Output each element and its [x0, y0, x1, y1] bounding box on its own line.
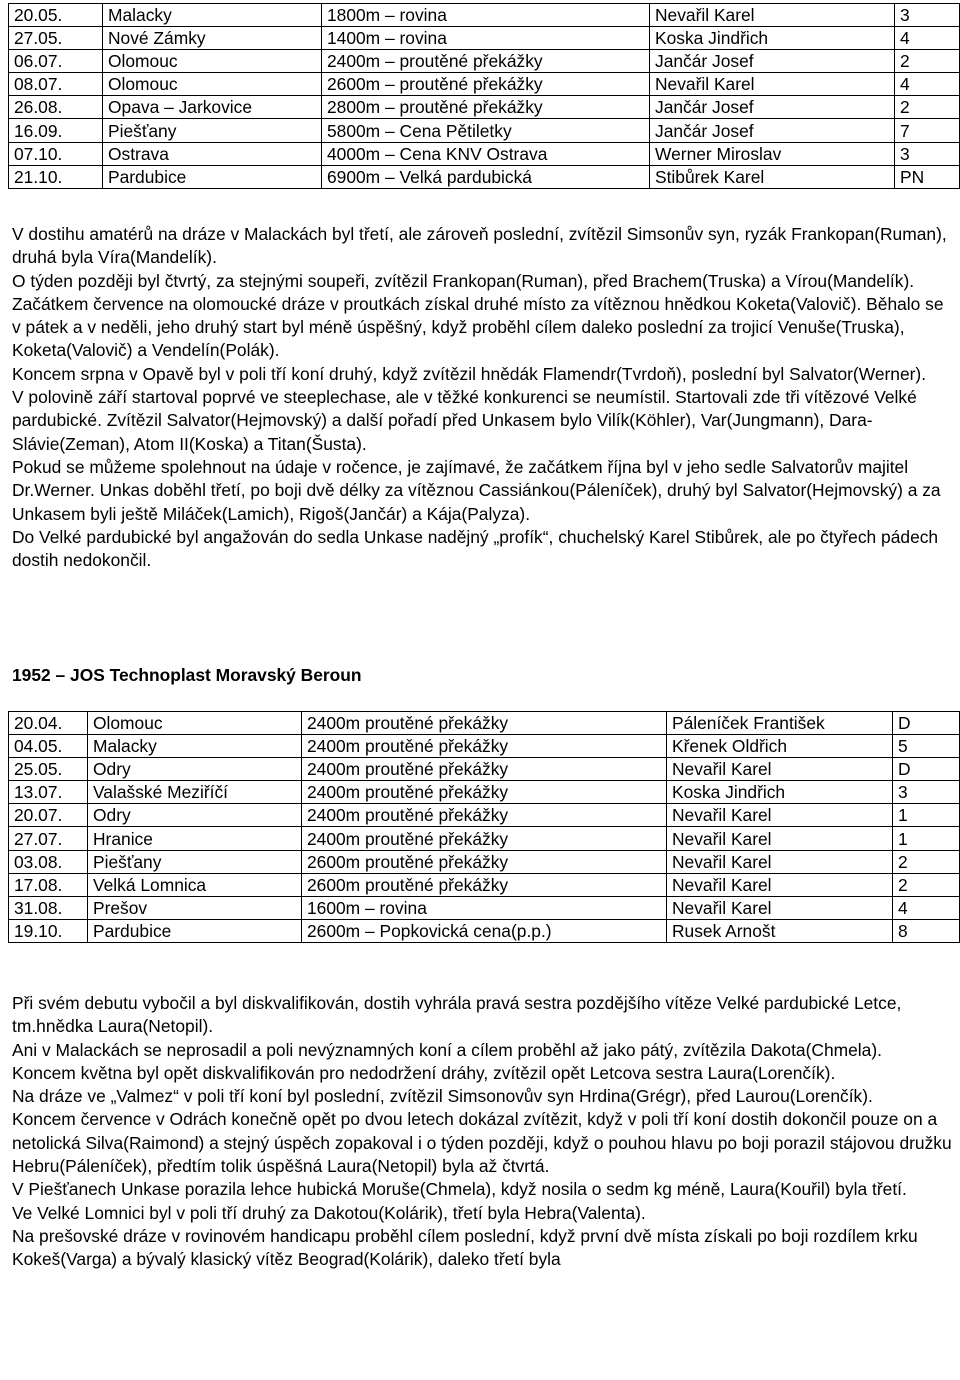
race-cell: 2600m proutěné překážky	[302, 873, 667, 896]
paragraph: Na dráze ve „Valmez“ v poli tří koní byl poslední, zvítězil Simsonovův syn Hrdina(Grégr), před Laurou(Lorenčík).	[12, 1086, 873, 1107]
race-cell: 2600m – proutěné překážky	[322, 73, 650, 96]
table-row	[9, 896, 960, 919]
jockey-cell: Páleníček František	[667, 712, 893, 735]
race-cell: 6900m – Velká pardubická	[322, 165, 650, 188]
placing-cell: 3	[895, 142, 960, 165]
venue-cell: Pardubice	[88, 919, 302, 942]
jockey-cell: Křenek Oldřich	[667, 735, 893, 758]
table-row	[9, 50, 960, 73]
venue-cell: Odry	[88, 804, 302, 827]
date-cell: 26.08.	[9, 96, 103, 119]
jockey-cell: Koska Jindřich	[650, 27, 895, 50]
race-cell: 1800m – rovina	[322, 4, 650, 27]
venue-cell: Olomouc	[88, 712, 302, 735]
race-cell: 2400m proutěné překážky	[302, 735, 667, 758]
paragraph: Koncem srpna v Opavě byl v poli tří koní druhý, když zvítězil hnědák Flamendr(Tvrdoň), poslední byl Salvator(Werner).	[12, 363, 927, 384]
venue-cell: Opava – Jarkovice	[103, 96, 322, 119]
date-cell: 20.04.	[9, 712, 88, 735]
jockey-cell: Koska Jindřich	[667, 781, 893, 804]
table-row	[9, 96, 960, 119]
jockey-cell: Stibůrek Karel	[650, 165, 895, 188]
table-row	[9, 73, 960, 96]
race-cell: 2400m proutěné překážky	[302, 758, 667, 781]
table-row	[9, 735, 960, 758]
paragraph: Začátkem července na olomoucké dráze v proutkách získal druhé místo za vítěznou hnědkou Koketa(Valovič). Běhalo se v pátek a v neděli, jeho druhý start byl méně úspěšný, když proběhl cílem daleko poslední za trojicí Venuše(Truska), Koketa(Valovič) a Vendelín(Polák).	[12, 293, 944, 361]
date-cell: 27.07.	[9, 827, 88, 850]
date-cell: 19.10.	[9, 919, 88, 942]
race-cell: 4000m – Cena KNV Ostrava	[322, 142, 650, 165]
date-cell: 07.10.	[9, 142, 103, 165]
date-cell: 03.08.	[9, 850, 88, 873]
table-row	[9, 827, 960, 850]
placing-cell: D	[893, 712, 960, 735]
race-cell: 2400m – proutěné překážky	[322, 50, 650, 73]
race-cell: 2400m proutěné překážky	[302, 781, 667, 804]
date-cell: 20.07.	[9, 804, 88, 827]
paragraph: V Piešťanech Unkase porazila lehce hubická Moruše(Chmela), když nosila o sedm kg méně, Laura(Kouřil) byla třetí.	[12, 1179, 907, 1200]
paragraph: Do Velké pardubické byl angažován do sedla Unkase nadějný „profík“, chuchelský Karel Stibůrek, ale po čtyřech pádech dostih nedokončil.	[12, 526, 939, 571]
paragraph: Ve Velké Lomnici byl v poli tří druhý za Dakotou(Kolárik), třetí byla Hebra(Valenta).	[12, 1202, 646, 1223]
race-cell: 2400m proutěné překážky	[302, 712, 667, 735]
race-table-1952	[8, 711, 960, 943]
date-cell: 13.07.	[9, 781, 88, 804]
date-cell: 21.10.	[9, 165, 103, 188]
placing-cell: 2	[895, 50, 960, 73]
placing-cell: 2	[893, 873, 960, 896]
race-cell: 2400m proutěné překážky	[302, 804, 667, 827]
venue-cell: Piešťany	[88, 850, 302, 873]
section-heading-1952: 1952 – JOS Technoplast Moravský Beroun	[12, 665, 362, 685]
table-row	[9, 119, 960, 142]
table-row	[9, 873, 960, 896]
paragraph: Koncem července v Odrách konečně opět po dvou letech dokázal zvítězit, když v poli tří koní dostih dokončil pouze on a netolická Silva(Raimond) a stejný úspěch zopakoval i o týden později, když o pouhou hlavu po boji porazil stájovou družku Hebru(Páleníček), předtím tolik úspěšná Laura(Netopil) byla až čtvrtá.	[12, 1109, 952, 1177]
table-row	[9, 712, 960, 735]
venue-cell: Prešov	[88, 896, 302, 919]
jockey-cell: Nevařil Karel	[667, 827, 893, 850]
paragraph: Ani v Malackách se neprosadil a poli nevýznamných koní a cílem proběhl až jako pátý, zvítězila Dakota(Chmela).	[12, 1039, 882, 1060]
jockey-cell: Jančár Josef	[650, 119, 895, 142]
placing-cell: 4	[893, 896, 960, 919]
race-table-1951	[8, 3, 960, 189]
date-cell: 20.05.	[9, 4, 103, 27]
venue-cell: Valašské Meziříčí	[88, 781, 302, 804]
paragraph: Koncem května byl opět diskvalifikován pro nedodržení dráhy, zvítězil opět Letcova sestra Laura(Lorenčík).	[12, 1062, 836, 1083]
placing-cell: 5	[893, 735, 960, 758]
race-cell: 1400m – rovina	[322, 27, 650, 50]
race-cell: 2600m – Popkovická cena(p.p.)	[302, 919, 667, 942]
placing-cell: 7	[895, 119, 960, 142]
placing-cell: 2	[895, 96, 960, 119]
table-row	[9, 919, 960, 942]
venue-cell: Velká Lomnica	[88, 873, 302, 896]
venue-cell: Olomouc	[103, 73, 322, 96]
venue-cell: Malacky	[88, 735, 302, 758]
race-cell: 2800m – proutěné překážky	[322, 96, 650, 119]
placing-cell: 3	[893, 781, 960, 804]
date-cell: 04.05.	[9, 735, 88, 758]
jockey-cell: Nevařil Karel	[667, 758, 893, 781]
table-row	[9, 142, 960, 165]
paragraph: V polovině září startoval poprvé ve steeplechase, ale v těžké konkurenci se neumístil. Startovali zde tři vítězové Velké pardubické. Zvítězil Salvator(Hejmovský) a další pořadí před Unkasem bylo Vilík(Köhler), Var(Jungmann), Dara-Slávie(Zeman), Atom II(Koska) a Titan(Šusta).	[12, 387, 917, 454]
venue-cell: Nové Zámky	[103, 27, 322, 50]
table-row	[9, 758, 960, 781]
jockey-cell: Nevařil Karel	[650, 4, 895, 27]
jockey-cell: Nevařil Karel	[667, 804, 893, 827]
venue-cell: Hranice	[88, 827, 302, 850]
jockey-cell: Nevařil Karel	[667, 896, 893, 919]
race-cell: 1600m – rovina	[302, 896, 667, 919]
jockey-cell: Nevařil Karel	[667, 873, 893, 896]
jockey-cell: Rusek Arnošt	[667, 919, 893, 942]
table-row	[9, 850, 960, 873]
table-row	[9, 781, 960, 804]
paragraph: O týden později byl čtvrtý, za stejnými soupeři, zvítězil Frankopan(Ruman), před Brachem(Truska) a Vírou(Mandelík).	[12, 270, 915, 291]
venue-cell: Odry	[88, 758, 302, 781]
table-row	[9, 27, 960, 50]
jockey-cell: Werner Miroslav	[650, 142, 895, 165]
placing-cell: 2	[893, 850, 960, 873]
date-cell: 08.07.	[9, 73, 103, 96]
date-cell: 25.05.	[9, 758, 88, 781]
placing-cell: D	[893, 758, 960, 781]
venue-cell: Pardubice	[103, 165, 322, 188]
date-cell: 27.05.	[9, 27, 103, 50]
placing-cell: 4	[895, 27, 960, 50]
date-cell: 17.08.	[9, 873, 88, 896]
venue-cell: Piešťany	[103, 119, 322, 142]
table-row	[9, 4, 960, 27]
paragraph: Na prešovské dráze v rovinovém handicapu proběhl cílem poslední, když první dvě místa získali po boji rozdílem krku Kokeš(Varga) a bývalý klasický vítěz Beograd(Kolárik), daleko třetí byla	[12, 1225, 918, 1270]
commentary-1951	[12, 223, 952, 572]
race-cell: 2400m proutěné překážky	[302, 827, 667, 850]
placing-cell: PN	[895, 165, 960, 188]
date-cell: 16.09.	[9, 119, 103, 142]
table-row	[9, 804, 960, 827]
jockey-cell: Jančár Josef	[650, 96, 895, 119]
placing-cell: 1	[893, 827, 960, 850]
paragraph: V dostihu amatérů na dráze v Malackách byl třetí, ale zároveň poslední, zvítězil Simsonův syn, ryzák Frankopan(Ruman), druhá byla Víra(Mandelík).	[12, 224, 947, 268]
jockey-cell: Nevařil Karel	[650, 73, 895, 96]
paragraph: Pokud se můžeme spolehnout na údaje v ročence, je zajímavé, že začátkem října byl v jeho sedle Salvatorův majitel Dr.Werner. Unkas doběhl třetí, po boji dvě délky za vítěznou Cassiánkou(Páleníček), druhý byl Salvator(Hejmovský) a za Unkasem byli ještě Miláček(Lamich), Rigoš(Jančár) a Kája(Palyza).	[12, 456, 941, 524]
paragraph: Při svém debutu vybočil a byl diskvalifikován, dostih vyhrála pravá sestra pozdějšího vítěze Velké pardubické Letce, tm.hnědka Laura(Netopil).	[12, 993, 902, 1037]
venue-cell: Ostrava	[103, 142, 322, 165]
placing-cell: 8	[893, 919, 960, 942]
race-cell: 2600m proutěné překážky	[302, 850, 667, 873]
jockey-cell: Jančár Josef	[650, 50, 895, 73]
venue-cell: Olomouc	[103, 50, 322, 73]
placing-cell: 1	[893, 804, 960, 827]
placing-cell: 3	[895, 4, 960, 27]
date-cell: 06.07.	[9, 50, 103, 73]
date-cell: 31.08.	[9, 896, 88, 919]
venue-cell: Malacky	[103, 4, 322, 27]
table-row	[9, 165, 960, 188]
placing-cell: 4	[895, 73, 960, 96]
race-cell: 5800m – Cena Pětiletky	[322, 119, 650, 142]
commentary-1952	[12, 992, 952, 1272]
jockey-cell: Nevařil Karel	[667, 850, 893, 873]
